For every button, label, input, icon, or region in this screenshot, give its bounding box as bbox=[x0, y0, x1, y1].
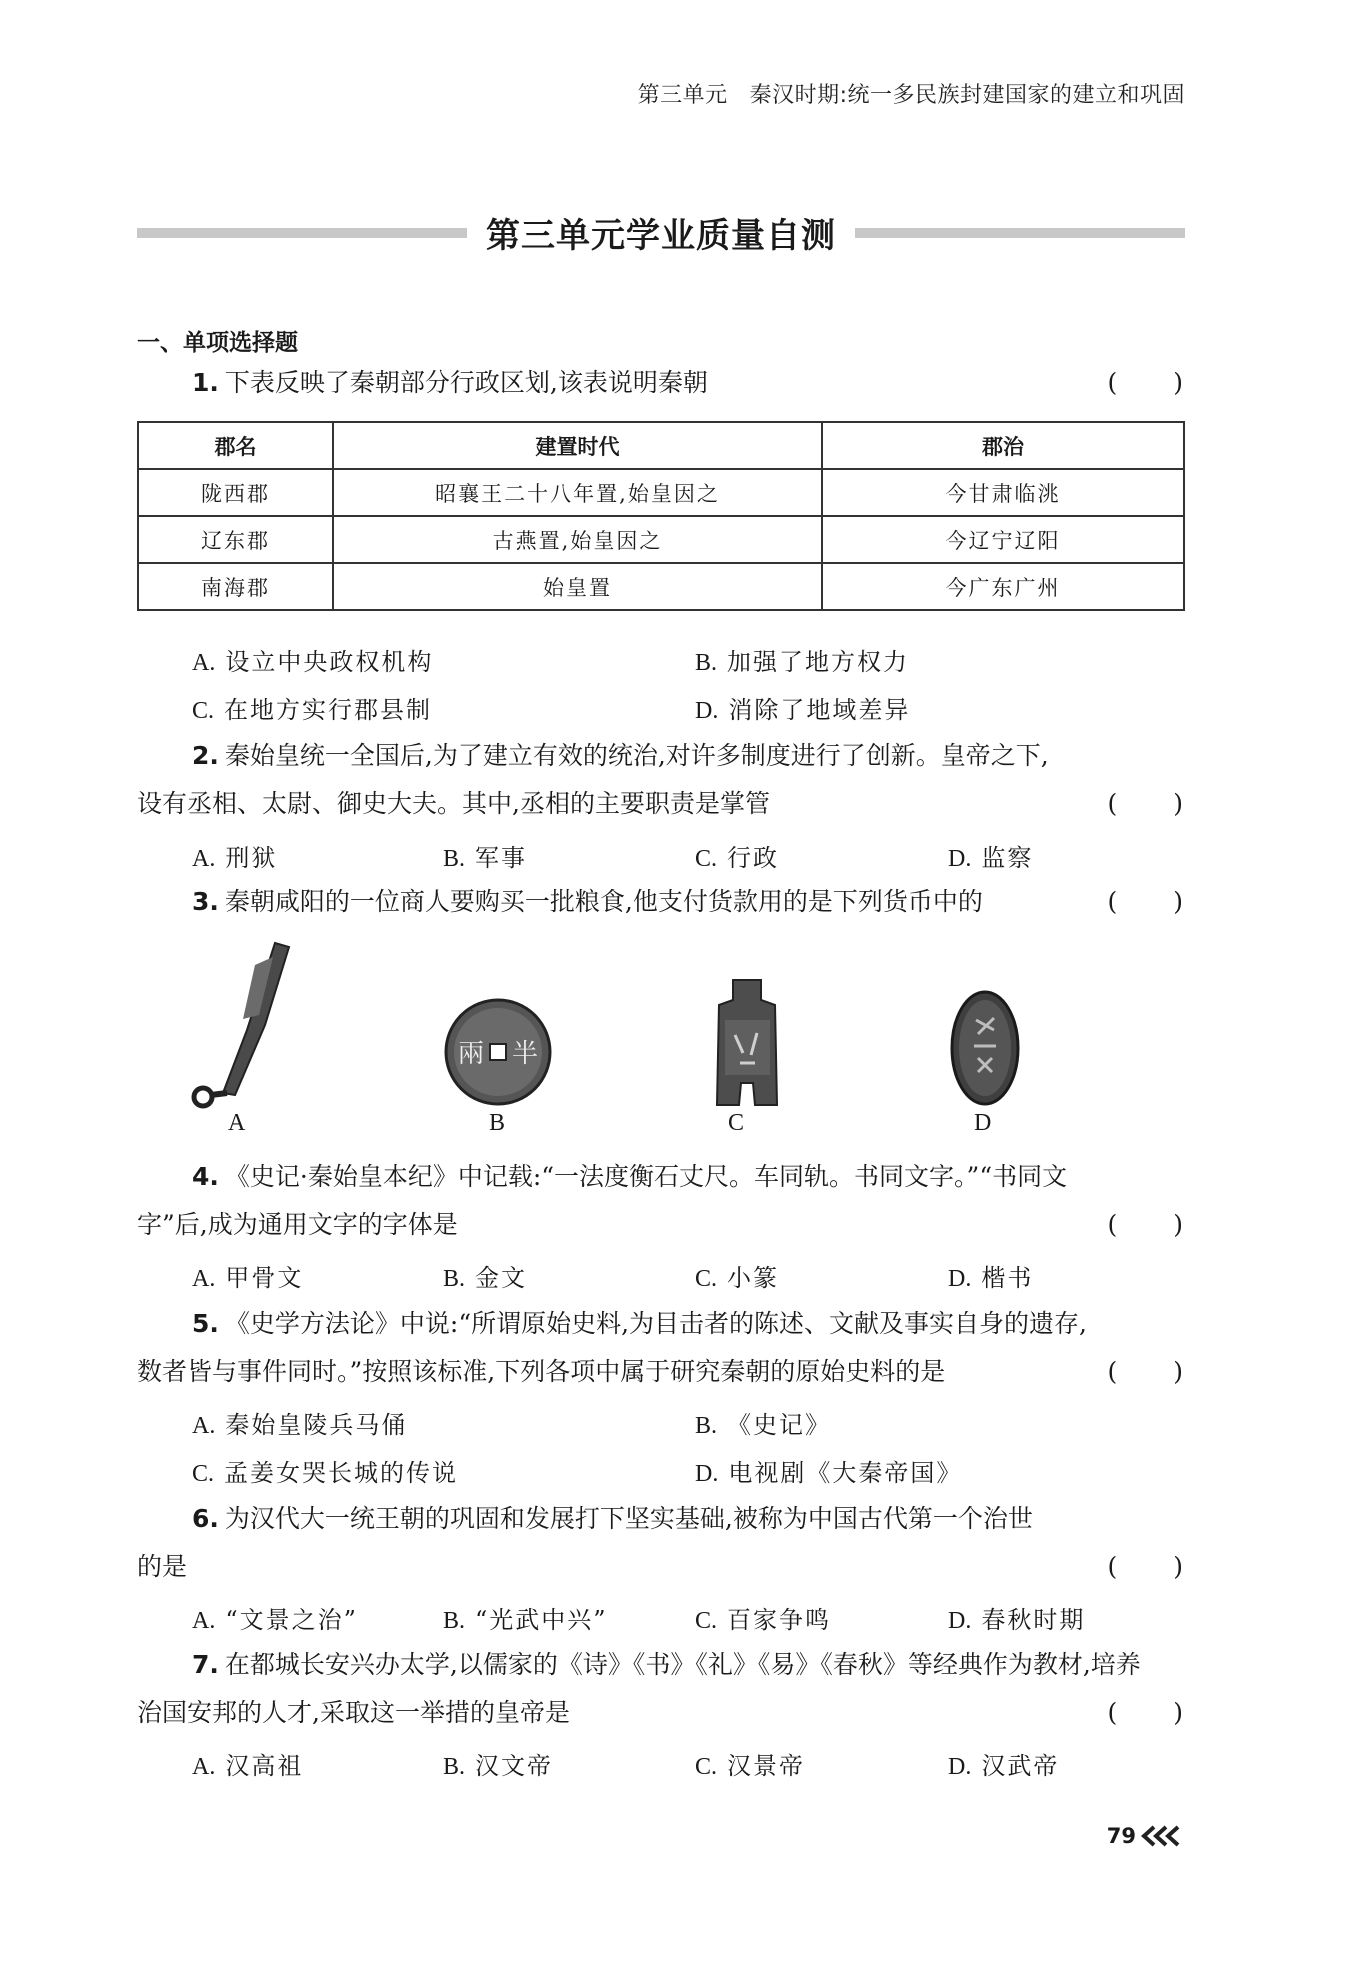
title-rule-left bbox=[137, 228, 467, 238]
option-text: 金文 bbox=[475, 1264, 528, 1292]
title-banner bbox=[137, 208, 1185, 268]
option-c[interactable] bbox=[695, 1258, 779, 1293]
option-text: “光武中兴” bbox=[475, 1606, 608, 1634]
option-b[interactable] bbox=[443, 1746, 553, 1781]
table-header: 建置时代 bbox=[333, 422, 822, 469]
question-number: 3. bbox=[192, 887, 219, 916]
answer-blank[interactable]: ( ) bbox=[1107, 1552, 1185, 1581]
question-number: 6. bbox=[192, 1504, 219, 1533]
coin-label-b: B bbox=[489, 1110, 506, 1136]
question-text: 的是 bbox=[137, 1552, 188, 1581]
option-b[interactable] bbox=[443, 838, 527, 873]
table-cell: 古燕置,始皇因之 bbox=[333, 516, 822, 563]
option-letter: A. bbox=[192, 846, 216, 872]
coin-label-c: C bbox=[728, 1110, 745, 1136]
option-letter: D. bbox=[948, 1608, 972, 1634]
option-letter: D. bbox=[948, 1754, 972, 1780]
option-letter: C. bbox=[695, 1754, 718, 1780]
option-text: 在地方实行郡县制 bbox=[224, 696, 433, 724]
option-text: 秦始皇陵兵马俑 bbox=[225, 1411, 408, 1439]
answer-blank[interactable]: ( ) bbox=[1107, 789, 1185, 818]
question-text: 《史记·秦始皇本纪》中记载:“一法度衡石丈尺。车同轨。书同文字。”“书同文 bbox=[224, 1162, 1068, 1191]
option-b[interactable] bbox=[443, 1600, 608, 1635]
question-text: 下表反映了秦朝部分行政区划,该表说明秦朝 bbox=[224, 368, 708, 397]
question-7 bbox=[137, 1648, 1185, 1682]
option-a[interactable] bbox=[192, 1600, 358, 1635]
question-7-line-2 bbox=[137, 1696, 1185, 1730]
option-text: 孟姜女哭长城的传说 bbox=[224, 1459, 459, 1487]
option-text: 甲骨文 bbox=[225, 1264, 304, 1292]
question-5 bbox=[137, 1307, 1185, 1341]
question-text: 字”后,成为通用文字的字体是 bbox=[137, 1210, 458, 1239]
page-number: 79 bbox=[1106, 1824, 1136, 1848]
option-a[interactable] bbox=[192, 1746, 303, 1781]
option-letter: C. bbox=[192, 698, 215, 724]
option-d[interactable] bbox=[695, 690, 910, 725]
option-text: 汉武帝 bbox=[981, 1752, 1060, 1780]
option-letter: D. bbox=[948, 846, 972, 872]
option-b[interactable] bbox=[695, 642, 909, 677]
table-cell: 今辽宁辽阳 bbox=[822, 516, 1184, 563]
option-letter: B. bbox=[443, 1754, 466, 1780]
question-4-line-2 bbox=[137, 1208, 1185, 1242]
knife-coin-image[interactable] bbox=[185, 935, 295, 1115]
question-number: 2. bbox=[192, 741, 219, 770]
table-cell: 始皇置 bbox=[333, 563, 822, 610]
option-c[interactable] bbox=[695, 838, 779, 873]
table-header: 郡名 bbox=[138, 422, 333, 469]
option-text: 春秋时期 bbox=[981, 1606, 1086, 1634]
option-letter: B. bbox=[443, 1266, 466, 1292]
table-cell: 今甘肃临洮 bbox=[822, 469, 1184, 516]
page-title: 第三单元学业质量自测 bbox=[486, 216, 836, 256]
table-header-row bbox=[138, 422, 1184, 469]
option-text: 设立中央政权机构 bbox=[225, 648, 434, 676]
option-text: 《史记》 bbox=[727, 1411, 832, 1439]
option-text: 加强了地方权力 bbox=[727, 648, 910, 676]
running-header bbox=[638, 78, 1185, 109]
question-6-line-2 bbox=[137, 1550, 1185, 1584]
table-header: 郡治 bbox=[822, 422, 1184, 469]
question-text: 治国安邦的人才,采取这一举措的皇帝是 bbox=[137, 1698, 570, 1727]
option-letter: D. bbox=[695, 1461, 719, 1487]
coin-glyph-left: 兩 bbox=[457, 1039, 485, 1069]
option-d[interactable] bbox=[948, 1600, 1085, 1635]
triple-chevron-left-icon bbox=[1140, 1825, 1182, 1847]
table-row bbox=[138, 563, 1184, 610]
option-text: 汉文帝 bbox=[475, 1752, 554, 1780]
option-text: 行政 bbox=[727, 844, 780, 872]
question-text: 《史学方法论》中说:“所谓原始史料,为目击者的陈述、文献及事实自身的遗存, bbox=[224, 1309, 1088, 1338]
question-2-line-2 bbox=[137, 787, 1185, 821]
option-b[interactable] bbox=[443, 1258, 527, 1293]
option-letter: C. bbox=[695, 846, 718, 872]
coin-label-d: D bbox=[974, 1110, 992, 1136]
question-text: 秦始皇统一全国后,为了建立有效的统治,对许多制度进行了创新。皇帝之下, bbox=[224, 741, 1049, 770]
title-rule-right bbox=[855, 228, 1185, 238]
option-text: 小篆 bbox=[727, 1264, 780, 1292]
option-text: 百家争鸣 bbox=[727, 1606, 832, 1634]
table-cell: 陇西郡 bbox=[138, 469, 333, 516]
option-letter: B. bbox=[695, 650, 718, 676]
question-text: 秦朝咸阳的一位商人要购买一批粮食,他支付货款用的是下列货币中的 bbox=[224, 887, 983, 916]
option-d[interactable] bbox=[948, 838, 1033, 873]
answer-blank[interactable]: ( ) bbox=[1107, 1357, 1185, 1386]
answer-blank[interactable]: ( ) bbox=[1107, 368, 1185, 397]
option-a[interactable] bbox=[192, 1405, 407, 1440]
question-3 bbox=[137, 885, 1185, 919]
option-letter: A. bbox=[192, 1413, 216, 1439]
spade-coin-image[interactable] bbox=[695, 975, 800, 1110]
question-number: 5. bbox=[192, 1309, 219, 1338]
option-letter: A. bbox=[192, 1754, 216, 1780]
option-d[interactable] bbox=[948, 1258, 1033, 1293]
question-1 bbox=[137, 366, 1185, 400]
banliang-coin-image[interactable] bbox=[443, 997, 553, 1107]
option-c[interactable] bbox=[192, 690, 432, 725]
table-cell: 今广东广州 bbox=[822, 563, 1184, 610]
option-letter: B. bbox=[443, 1608, 466, 1634]
option-text: 电视剧《大秦帝国》 bbox=[728, 1459, 963, 1487]
option-a[interactable] bbox=[192, 1258, 303, 1293]
page-footer bbox=[1107, 1824, 1182, 1848]
section-heading: 一、单项选择题 bbox=[137, 330, 298, 356]
table-cell: 南海郡 bbox=[138, 563, 333, 610]
option-letter: A. bbox=[192, 1608, 216, 1634]
question-text: 为汉代大一统王朝的巩固和发展打下坚实基础,被称为中国古代第一个治世 bbox=[224, 1504, 1033, 1533]
table-row bbox=[138, 516, 1184, 563]
question-number: 1. bbox=[192, 368, 219, 397]
question-5-line-2 bbox=[137, 1355, 1185, 1389]
option-letter: B. bbox=[695, 1413, 718, 1439]
option-letter: D. bbox=[695, 698, 719, 724]
question-number: 7. bbox=[192, 1650, 219, 1679]
header-topic: 秦汉时期:统一多民族封建国家的建立和巩固 bbox=[749, 83, 1185, 108]
option-text: 监察 bbox=[981, 844, 1034, 872]
administrative-table bbox=[137, 421, 1185, 611]
option-text: 消除了地域差异 bbox=[728, 696, 911, 724]
table-row bbox=[138, 469, 1184, 516]
option-a[interactable] bbox=[192, 838, 277, 873]
option-text: 汉高祖 bbox=[225, 1752, 304, 1780]
question-number: 4. bbox=[192, 1162, 219, 1191]
question-text: 数者皆与事件同时。”按照该标准,下列各项中属于研究秦朝的原始史料的是 bbox=[137, 1357, 946, 1386]
question-text: 设有丞相、太尉、御史大夫。其中,丞相的主要职责是掌管 bbox=[137, 789, 770, 818]
option-a[interactable] bbox=[192, 642, 433, 677]
option-text: 军事 bbox=[475, 844, 528, 872]
option-d[interactable] bbox=[948, 1746, 1059, 1781]
answer-blank[interactable]: ( ) bbox=[1107, 1698, 1185, 1727]
option-text: 刑狱 bbox=[225, 844, 278, 872]
option-letter: C. bbox=[192, 1461, 215, 1487]
option-text: 楷书 bbox=[981, 1264, 1034, 1292]
option-letter: A. bbox=[192, 650, 216, 676]
table-cell: 昭襄王二十八年置,始皇因之 bbox=[333, 469, 822, 516]
oval-coin-image[interactable] bbox=[948, 988, 1023, 1108]
option-b[interactable] bbox=[695, 1405, 831, 1440]
option-d[interactable] bbox=[695, 1453, 962, 1488]
option-text: “文景之治” bbox=[225, 1606, 358, 1634]
option-text: 汉景帝 bbox=[727, 1752, 806, 1780]
option-letter: C. bbox=[695, 1266, 718, 1292]
header-unit: 第三单元 bbox=[637, 83, 728, 108]
question-6 bbox=[137, 1502, 1185, 1536]
option-letter: C. bbox=[695, 1608, 718, 1634]
option-c[interactable] bbox=[695, 1600, 831, 1635]
answer-blank[interactable]: ( ) bbox=[1107, 1210, 1185, 1239]
answer-blank[interactable]: ( ) bbox=[1107, 887, 1185, 916]
coin-glyph-right: 半 bbox=[511, 1039, 539, 1069]
option-c[interactable] bbox=[695, 1746, 805, 1781]
option-letter: A. bbox=[192, 1266, 216, 1292]
question-4 bbox=[137, 1160, 1185, 1194]
table-cell: 辽东郡 bbox=[138, 516, 333, 563]
coin-label-a: A bbox=[228, 1110, 246, 1136]
option-letter: B. bbox=[443, 846, 466, 872]
question-text: 在都城长安兴办太学,以儒家的《诗》《书》《礼》《易》《春秋》等经典作为教材,培养 bbox=[224, 1650, 1141, 1679]
option-c[interactable] bbox=[192, 1453, 458, 1488]
option-letter: D. bbox=[948, 1266, 972, 1292]
question-2 bbox=[137, 739, 1185, 773]
